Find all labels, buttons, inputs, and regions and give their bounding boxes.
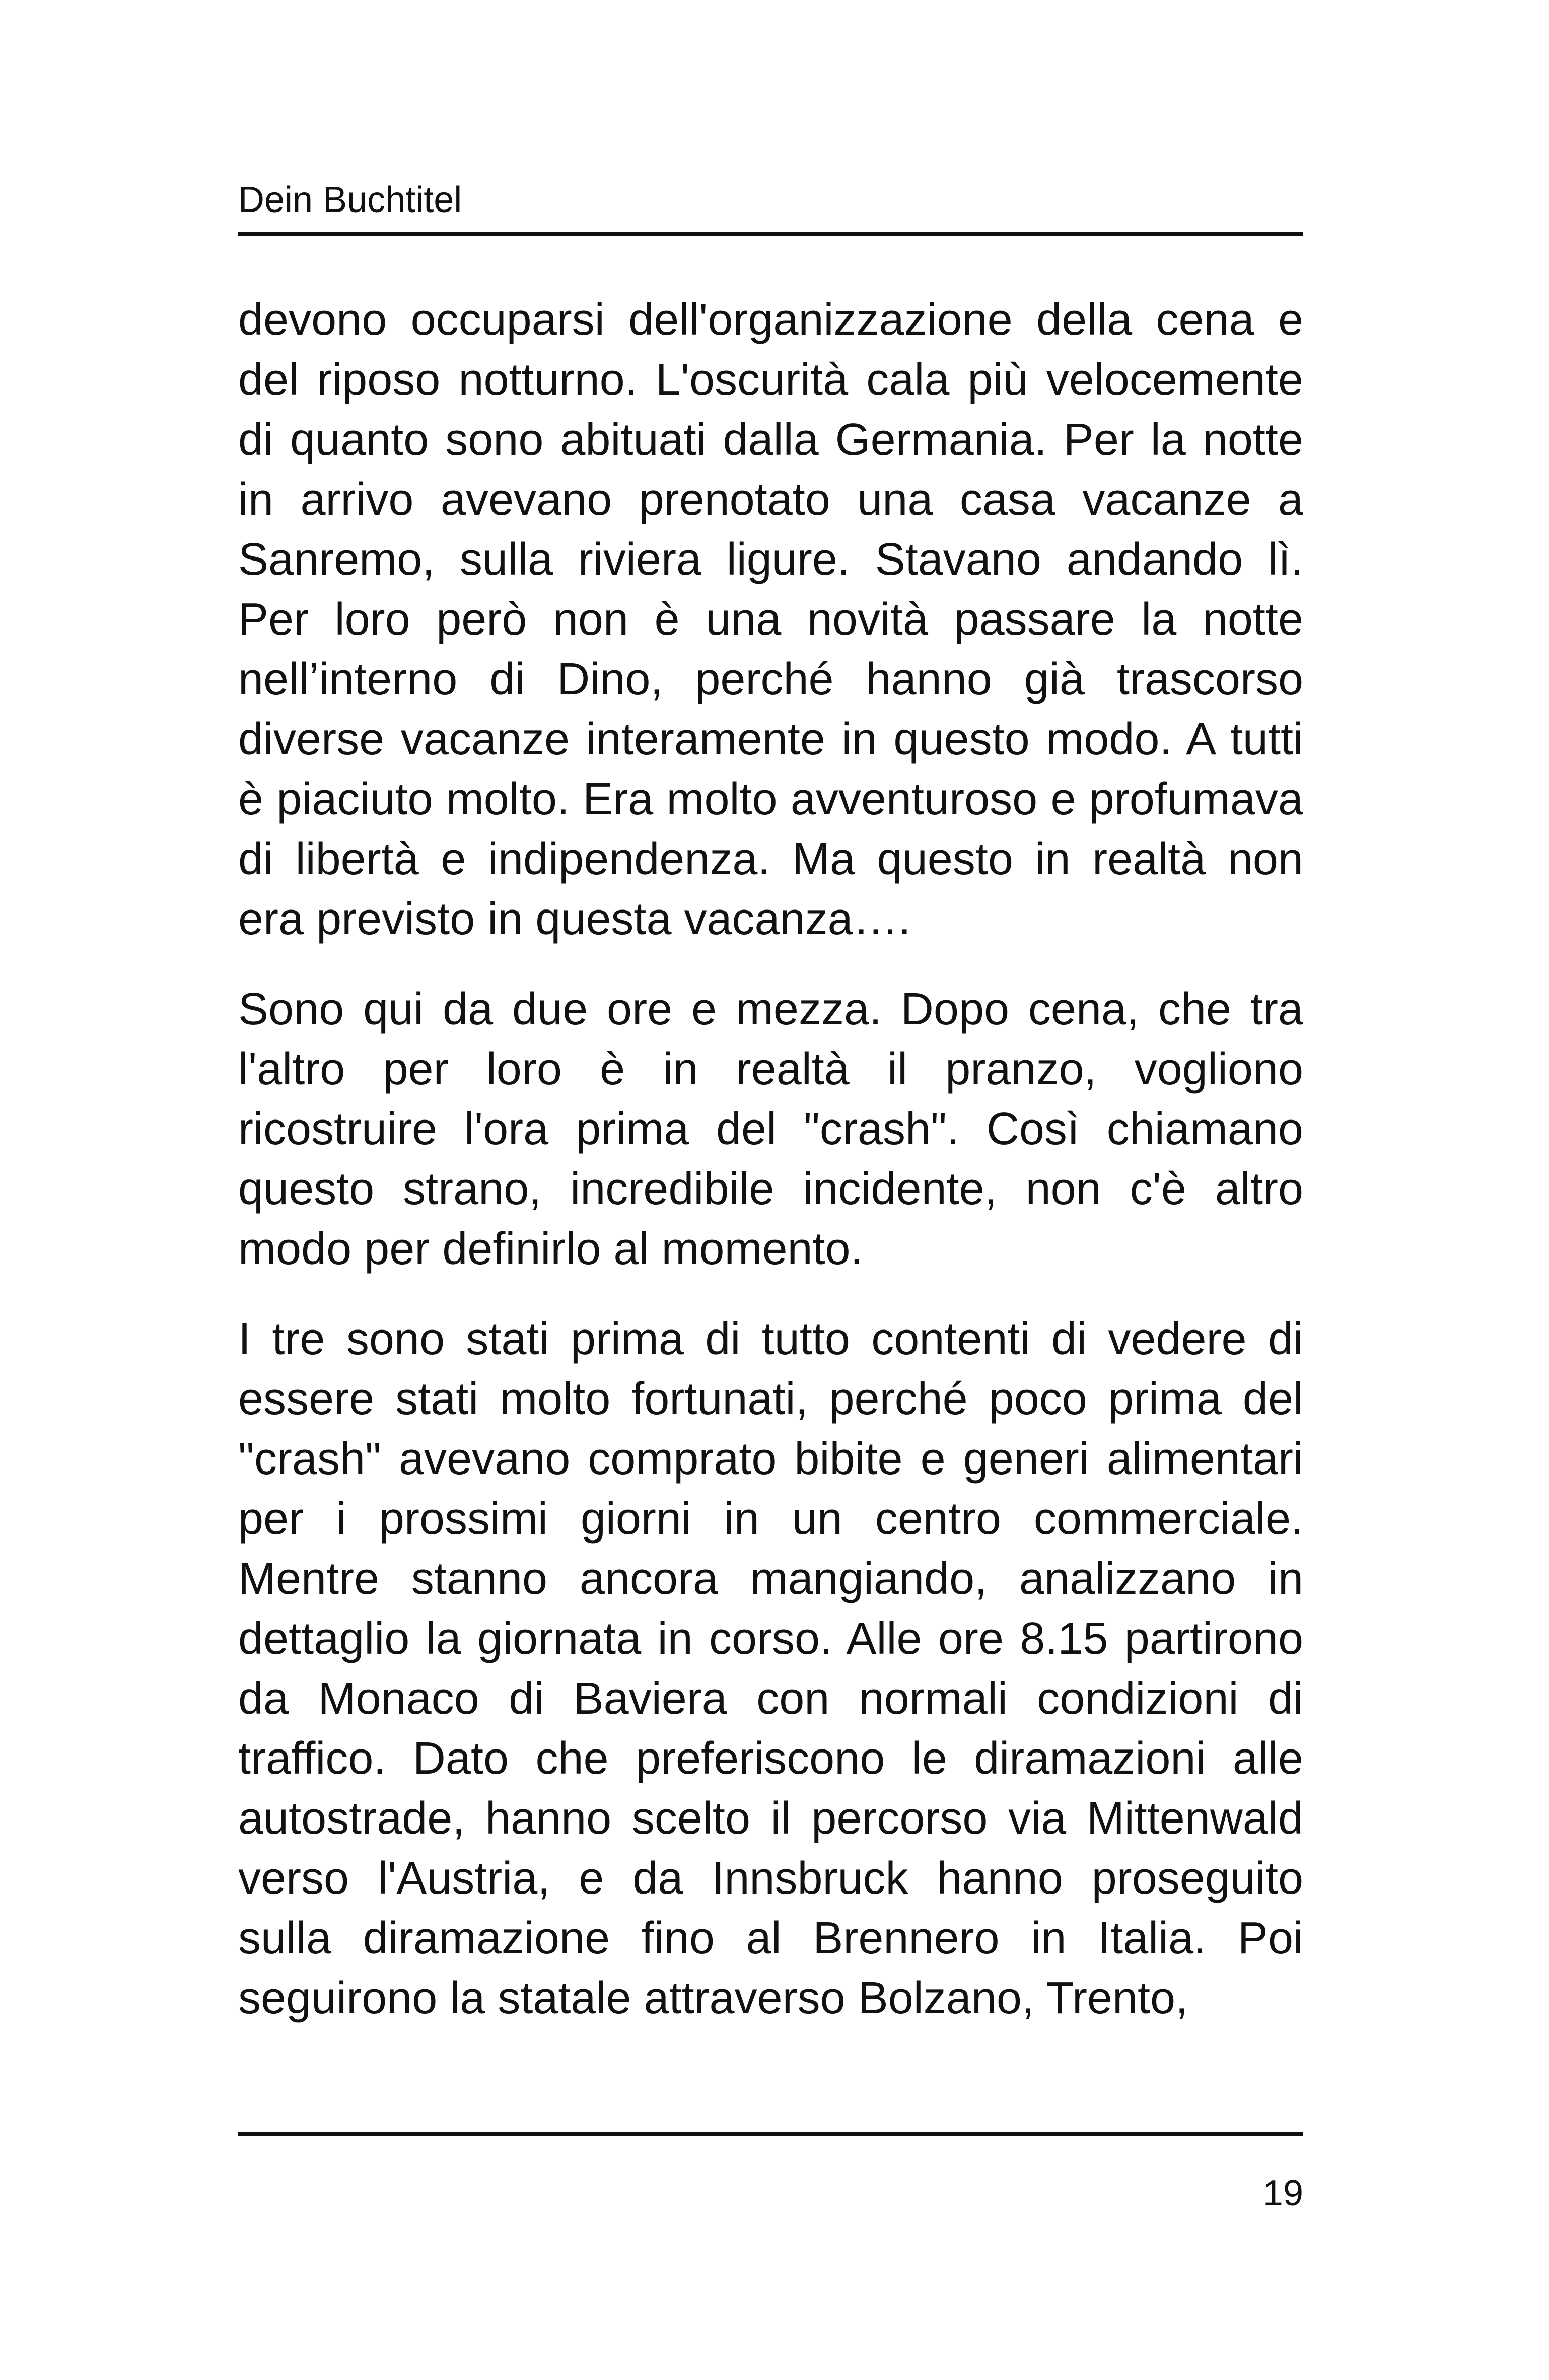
- page-body: [238, 290, 1303, 2028]
- paragraph: Sono qui da due ore e mezza. Dopo cena, che tra l'altro per loro è in realtà il pranzo, vogliono ricostruire l'ora prima del "crash". Così chiamano questo strano, incredibile incidente, non c'è altro modo per definirlo al momento.: [238, 984, 1303, 1274]
- paragraph: I tre sono stati prima di tutto contenti di vedere di essere stati molto fortunati, perché poco prima del "crash" avevano comprato bibite e generi alimentari per i prossimi giorni in un centro commerciale. Mentre stanno ancora mangiando, analizzano in dettaglio la giornata in corso. Alle ore 8.15 partirono da Monaco di Baviera con normali condizioni di traffico. Dato che preferiscono le diramazioni alle autostrade, hanno scelto il percorso via Mittenwald verso l'Austria, e da Innsbruck hanno proseguito sulla diramazione fino al Brennero in Italia. Poi seguirono la statale attraverso Bolzano, Trento,: [238, 1314, 1303, 2023]
- header-divider: [238, 232, 1303, 236]
- page-number: 19: [1262, 2173, 1303, 2213]
- paragraph: devono occuparsi dell'organizzazione della cena e del riposo notturno. L'oscurità cala più velocemente di quanto sono abituati dalla Germania. Per la notte in arrivo avevano prenotato una casa vacanze a Sanremo, sulla riviera ligure. Stavano andando lì. Per loro però non è una novità passare la notte nell’interno di Dino, perché hanno già trascorso diverse vacanze interamente in questo modo. A tutti è piaciuto molto. Era molto avventuroso e profumava di libertà e indipendenza. Ma questo in realtà non era previsto in questa vacanza….: [238, 295, 1303, 944]
- footer-divider: [238, 2132, 1303, 2136]
- running-header-title: Dein Buchtitel: [238, 180, 462, 220]
